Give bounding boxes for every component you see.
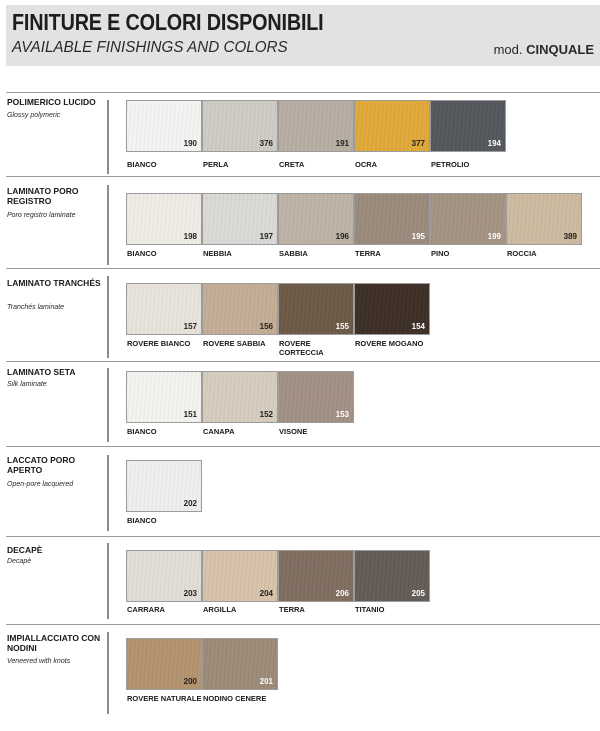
divider [6,176,600,177]
swatch-argilla[interactable] [202,550,278,602]
swatch-code: 376 [259,139,273,148]
swatch-code: 198 [183,232,197,241]
swatch-code: 206 [335,589,349,598]
swatch-code: 377 [411,139,425,148]
swatch-label: ROCCIA [507,249,537,258]
swatch-bianco[interactable] [126,460,202,512]
swatch-code: 204 [259,589,273,598]
swatch-code: 152 [259,410,273,419]
divider [6,446,600,447]
swatch-nodino-cenere[interactable] [202,638,278,690]
swatch-rovere-mogano[interactable] [354,283,430,335]
swatch-terra[interactable] [278,550,354,602]
section-separator [107,455,109,531]
section-subtitle: Silk laminate [7,381,47,388]
section-title: DECAPÈ [7,545,43,555]
model-name: CINQUALE [526,42,594,57]
swatch-code: 194 [487,139,501,148]
swatch-label: ROVERE BIANCO [127,339,191,348]
swatch-petrolio[interactable] [430,100,506,152]
swatch-code: 151 [183,410,197,419]
swatch-carrara[interactable] [126,550,202,602]
section-subtitle: Tranchés laminate [7,304,65,311]
swatch-code: 200 [183,677,197,686]
section-subtitle: Glossy polymeric [7,112,61,119]
section-title: LACCATO PORO APERTO [7,455,76,475]
section-separator [107,632,109,714]
swatch-code: 389 [563,232,577,241]
section-subtitle: Poro registro laminate [7,212,76,219]
section-title: LAMINATO PORO REGISTRO [7,186,79,206]
swatch-label: ROVERE NATURALE [127,694,202,703]
divider [6,268,600,269]
swatch-bianco[interactable] [126,371,202,423]
swatch-label: CRETA [279,160,305,169]
swatch-ocra[interactable] [354,100,430,152]
swatch-label: TERRA [355,249,381,258]
swatch-rovere-sabbia[interactable] [202,283,278,335]
swatch-canapa[interactable] [202,371,278,423]
swatch-label: PETROLIO [431,160,470,169]
section-subtitle: Open-pore lacquered [7,481,74,488]
swatch-label: SABBIA [279,249,308,258]
swatch-label: ROVERE CORTECCIA [279,339,324,357]
swatch-label: VISONE [279,427,308,436]
model-label [494,42,594,57]
swatch-code: 202 [183,499,197,508]
swatch-roccia[interactable] [506,193,582,245]
divider [6,624,600,625]
swatch-label: ROVERE MOGANO [355,339,424,348]
section-title: POLIMERICO LUCIDO [7,97,96,107]
swatch-code: 191 [335,139,349,148]
section-title: IMPIALLACCIATO CON NODINI [7,633,101,653]
section-separator [107,185,109,265]
swatch-terra[interactable] [354,193,430,245]
swatch-code: 157 [183,322,197,331]
swatch-rovere-corteccia[interactable] [278,283,354,335]
swatch-label: CANAPA [203,427,235,436]
swatch-label: NODINO CENERE [203,694,267,703]
swatch-label: PERLA [203,160,229,169]
swatch-label: PINO [431,249,450,258]
section-title: LAMINATO SETA [7,367,76,377]
page-header [6,5,600,66]
swatch-bianco[interactable] [126,193,202,245]
page-subtitle: AVAILABLE FINISHINGS AND COLORS [12,39,288,56]
swatch-perla[interactable] [202,100,278,152]
swatch-label: OCRA [355,160,378,169]
section-subtitle: Decapè [7,558,32,565]
swatch-creta[interactable] [278,100,354,152]
section-separator [107,100,109,174]
swatch-code: 154 [411,322,425,331]
swatch-rovere-bianco[interactable] [126,283,202,335]
swatch-code: 205 [411,589,425,598]
swatch-sabbia[interactable] [278,193,354,245]
swatch-label: CARRARA [127,605,165,614]
swatch-label: BIANCO [127,516,157,525]
swatch-label: ROVERE SABBIA [203,339,266,348]
swatch-label: BIANCO [127,249,157,258]
divider [6,361,600,362]
swatch-code: 153 [335,410,349,419]
swatch-code: 156 [259,322,273,331]
page-title: FINITURE E COLORI DISPONIBILI [12,9,324,35]
model-prefix: mod. [493,42,523,57]
section-title: LAMINATO TRANCHÉS [7,278,101,288]
swatch-label: BIANCO [127,160,157,169]
section-separator [107,543,109,619]
swatch-code: 196 [335,232,349,241]
swatch-label: ARGILLA [203,605,237,614]
swatch-label: BIANCO [127,427,157,436]
swatch-code: 155 [335,322,349,331]
swatch-label: NEBBIA [203,249,232,258]
section-subtitle: Veneered with knots [7,658,71,665]
swatch-code: 197 [259,232,273,241]
swatch-pino[interactable] [430,193,506,245]
swatch-code: 203 [183,589,197,598]
swatch-code: 195 [411,232,425,241]
swatch-rovere-naturale[interactable] [126,638,202,690]
swatch-label: TERRA [279,605,305,614]
divider [6,536,600,537]
section-separator [107,276,109,358]
swatch-code: 199 [487,232,501,241]
swatch-nebbia[interactable] [202,193,278,245]
swatch-code: 190 [183,139,197,148]
section-separator [107,368,109,442]
swatch-bianco[interactable] [126,100,202,152]
swatch-code: 201 [259,677,273,686]
swatch-titanio[interactable] [354,550,430,602]
divider [6,92,600,93]
swatch-visone[interactable] [278,371,354,423]
swatch-label: TITANIO [355,605,385,614]
